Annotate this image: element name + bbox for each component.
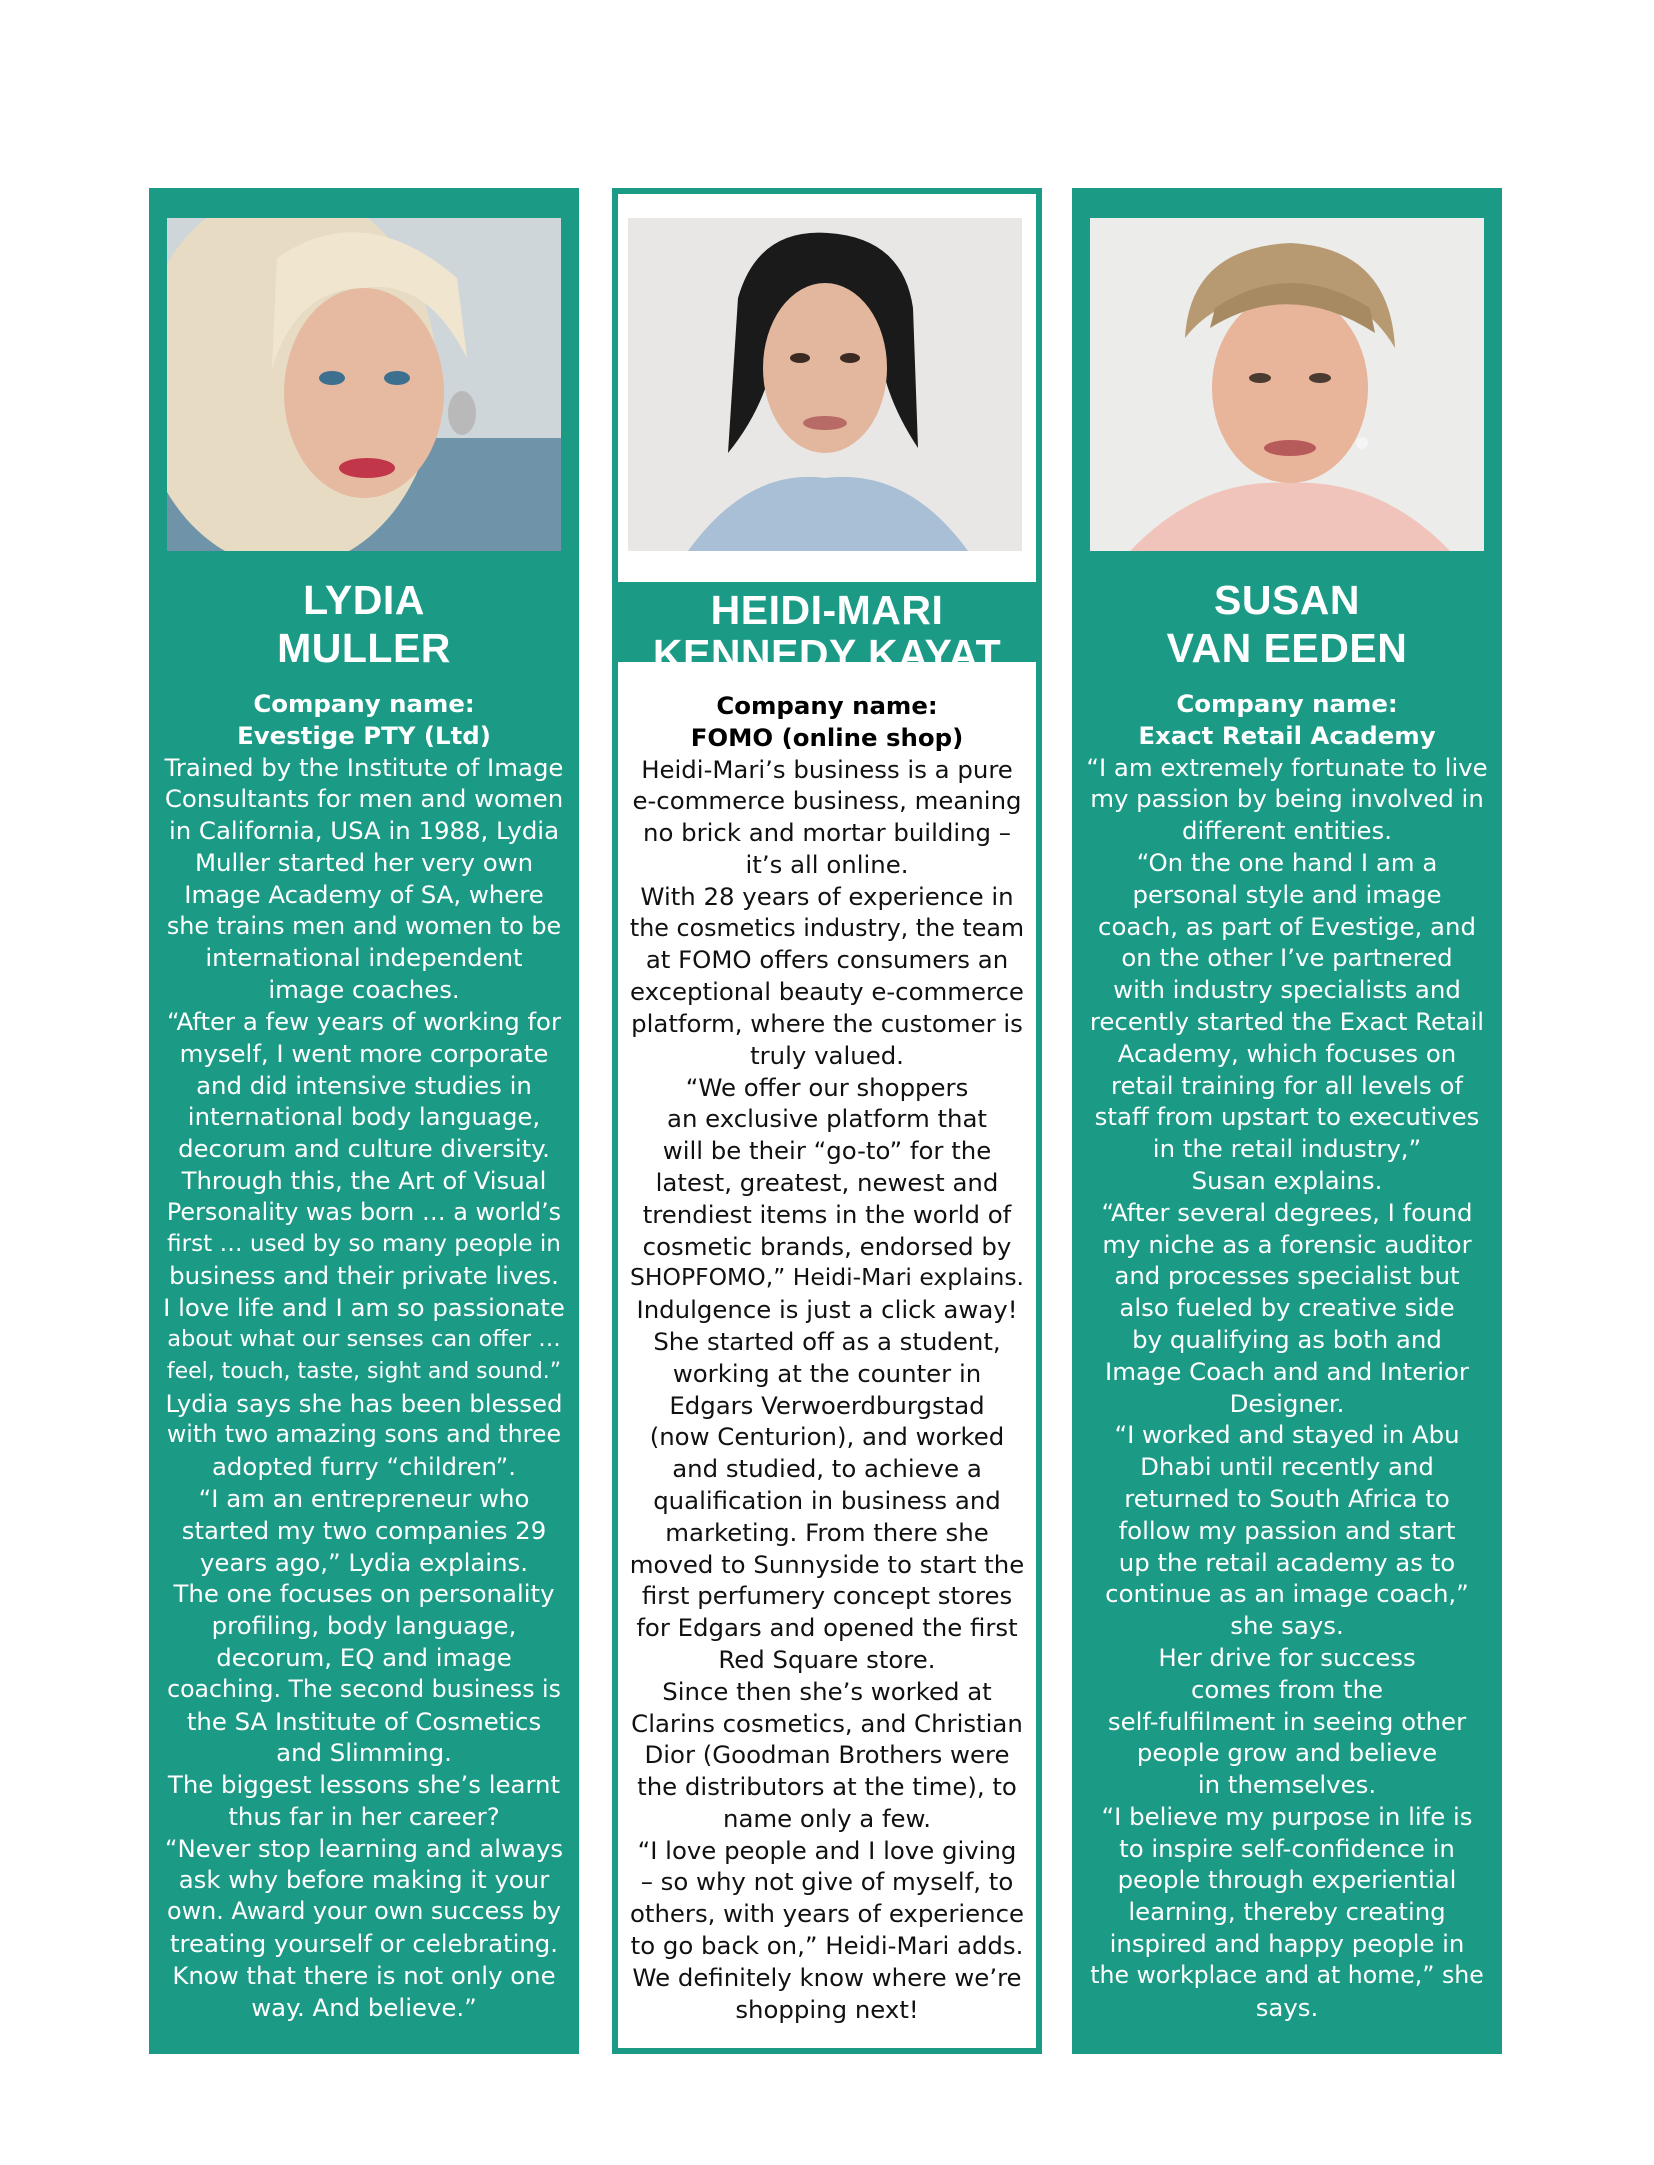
- text-line: recently started the Exact Retail: [1089, 1006, 1485, 1036]
- company-name: Exact Retail Academy: [1138, 720, 1436, 750]
- text-line: Designer.: [1229, 1388, 1345, 1418]
- text-line: international body language,: [187, 1102, 541, 1132]
- text-line: and studied, to achieve a: [672, 1454, 982, 1484]
- text-line: The biggest lessons she’s learnt: [167, 1770, 561, 1800]
- name-band: [1072, 576, 1502, 672]
- text-line: image coaches.: [268, 975, 460, 1005]
- text-line: others, with years of experience: [629, 1899, 1024, 1929]
- text-line: “I love people and I love giving: [637, 1835, 1017, 1865]
- text-line: ask why before making it your: [178, 1865, 550, 1895]
- text-line: with industry specialists and: [1113, 975, 1461, 1005]
- person-name: HEIDI-MARI KENNEDY KAYAT: [652, 587, 1002, 677]
- person-name: LYDIA MULLER: [277, 577, 451, 671]
- text-line: – so why not give of myself, to: [640, 1867, 1014, 1897]
- text-line: Muller started her very own: [194, 847, 534, 877]
- text-line: “After several degrees, I found: [1101, 1197, 1473, 1227]
- text-line: follow my passion and start: [1118, 1515, 1456, 1545]
- paragraph: [163, 752, 565, 1006]
- text-line: the cosmetics industry, the team: [629, 913, 1025, 942]
- portrait-photo-heidi-mari: [628, 218, 1022, 551]
- text-line: With 28 years of experience in: [640, 881, 1014, 911]
- text-line: up the retail academy as to: [1118, 1547, 1456, 1577]
- text-line: continue as an image coach,”: [1105, 1579, 1469, 1609]
- text-line: The one focuses on personality: [173, 1579, 555, 1609]
- text-line: trendiest items in the world of: [642, 1199, 1012, 1229]
- text-line: marketing. From there she: [665, 1517, 989, 1547]
- paragraph: [163, 1006, 565, 1388]
- text-line: profiling, body language,: [211, 1611, 517, 1641]
- text-line: Red Square store.: [718, 1644, 936, 1674]
- text-line: qualification in business and: [653, 1485, 1001, 1515]
- paragraph: [626, 881, 1028, 1072]
- text-line: She started off as a student,: [653, 1326, 1001, 1356]
- text-line: platform, where the customer is: [631, 1008, 1023, 1038]
- text-line: Her drive for success: [1158, 1642, 1416, 1672]
- text-line: Image Coach and and Interior: [1105, 1356, 1469, 1386]
- text-line: in themselves.: [1197, 1770, 1377, 1800]
- text-line: about what our senses can offer …: [167, 1325, 561, 1352]
- text-line: Image Academy of SA, where: [184, 879, 544, 909]
- text-line: Heidi-Mari’s business is a pure: [641, 754, 1013, 784]
- profile-card-lydia-muller: [149, 188, 579, 2054]
- profile-text: [1086, 752, 1488, 2024]
- text-line: latest, greatest, newest and: [655, 1167, 999, 1197]
- paragraph: [1086, 1801, 1488, 2024]
- text-line: moved to Sunnyside to start the: [629, 1549, 1025, 1579]
- text-line: self-fulfilment in seeing other: [1107, 1706, 1467, 1736]
- text-line: people grow and believe: [1136, 1738, 1438, 1768]
- text-line: Know that there is not only one: [172, 1960, 556, 1990]
- text-line: and did intensive studies in: [196, 1070, 532, 1100]
- text-line: feel, touch, taste, sight and sound.”: [166, 1358, 562, 1384]
- text-line: and processes specialist but: [1114, 1261, 1460, 1291]
- paragraph: [1086, 1419, 1488, 1642]
- text-line: by qualifying as both and: [1132, 1324, 1442, 1354]
- paragraph: [163, 1388, 565, 1483]
- portrait-image: [628, 218, 1022, 551]
- text-line: “I am extremely fortunate to live: [1086, 752, 1488, 782]
- profile-body: [626, 690, 1028, 2025]
- paragraph: [163, 1483, 565, 1769]
- paragraph: [626, 1676, 1028, 1835]
- text-line: the workplace and at home,” she: [1090, 1960, 1484, 1989]
- text-line: Lydia says she has been blessed: [165, 1388, 563, 1418]
- text-line: first perfumery concept stores: [641, 1581, 1013, 1611]
- text-line: with two amazing sons and three: [166, 1420, 562, 1449]
- text-line: my passion by being involved in: [1090, 784, 1484, 814]
- name-band: [612, 582, 1042, 677]
- profile-text: [163, 752, 565, 2024]
- text-line: Dior (Goodman Brothers were: [644, 1740, 1010, 1770]
- text-line: “On the one hand I am a: [1136, 847, 1438, 877]
- text-line: will be their “go-to” for the: [662, 1136, 992, 1166]
- paragraph: [626, 754, 1028, 881]
- company-label: Company name:: [253, 689, 475, 718]
- text-line: Academy, which focuses on: [1117, 1038, 1457, 1068]
- text-line: retail training for all levels of: [1110, 1070, 1464, 1100]
- paragraph: [626, 1326, 1028, 1676]
- text-line: Susan explains.: [1191, 1165, 1383, 1195]
- name-band: [149, 576, 579, 672]
- text-line: way. And believe.”: [251, 1992, 477, 2022]
- text-line: working at the counter in: [672, 1358, 982, 1388]
- paragraph: [1086, 1197, 1488, 1420]
- text-line: my niche as a forensic auditor: [1102, 1229, 1472, 1259]
- text-line: decorum, EQ and image: [216, 1642, 512, 1672]
- text-line: decorum and culture diversity.: [178, 1134, 550, 1164]
- text-line: cosmetic brands, endorsed by: [642, 1231, 1012, 1261]
- text-line: Indulgence is just a click away!: [636, 1295, 1018, 1325]
- text-line: learning, thereby creating: [1128, 1897, 1446, 1927]
- company-name: Evestige PTY (Ltd): [237, 720, 491, 750]
- text-line: Through this, the Art of Visual: [181, 1165, 547, 1195]
- text-line: “I worked and stayed in Abu: [1114, 1420, 1460, 1450]
- text-line: started my two companies 29: [181, 1515, 547, 1545]
- text-line: inspired and happy people in: [1109, 1929, 1465, 1959]
- text-line: to go back on,” Heidi-Mari adds.: [630, 1931, 1024, 1961]
- text-line: in the retail industry,”: [1152, 1134, 1422, 1164]
- text-line: returned to South Africa to: [1124, 1483, 1450, 1513]
- portrait-image: [1090, 218, 1484, 551]
- paragraph: [1086, 752, 1488, 847]
- text-line: the SA Institute of Cosmetics: [186, 1706, 542, 1736]
- text-line: also fueled by creative side: [1119, 1293, 1455, 1323]
- text-line: comes from the: [1190, 1674, 1384, 1704]
- text-line: name only a few.: [722, 1803, 932, 1833]
- text-line: on the other I’ve partnered: [1121, 943, 1453, 973]
- paragraph: [626, 1072, 1028, 1326]
- text-line: for Edgars and opened the first: [636, 1613, 1018, 1643]
- text-line: Edgars Verwoerdburgstad: [669, 1390, 985, 1420]
- text-line: staff from upstart to executives: [1094, 1102, 1480, 1132]
- profile-text: [626, 754, 1028, 2026]
- profile-body: [1086, 688, 1488, 2023]
- portrait-photo-susan: [1090, 218, 1484, 551]
- text-line: I love life and I am so passionate: [163, 1293, 565, 1323]
- text-line: own. Award your own success by: [167, 1897, 561, 1926]
- paragraph: [1086, 847, 1488, 1197]
- text-line: Dhabi until recently and: [1140, 1452, 1434, 1482]
- text-line: “We offer our shoppers: [685, 1072, 969, 1102]
- text-line: business and their private lives.: [169, 1261, 559, 1291]
- text-line: coach, as part of Evestige, and: [1098, 911, 1476, 941]
- person-name: SUSAN VAN EEDEN: [1166, 577, 1408, 671]
- text-line: she trains men and women to be: [166, 911, 562, 940]
- text-line: she says.: [1230, 1611, 1344, 1641]
- paragraph: [163, 1769, 565, 2023]
- text-line: in California, USA in 1988, Lydia: [168, 816, 560, 846]
- text-line: years ago,” Lydia explains.: [199, 1547, 529, 1577]
- text-line: “I am an entrepreneur who: [198, 1483, 530, 1513]
- text-line: truly valued.: [750, 1040, 904, 1070]
- text-line: thus far in her career?: [228, 1801, 500, 1831]
- text-line: Trained by the Institute of Image: [164, 752, 564, 782]
- text-line: e-commerce business, meaning: [632, 786, 1022, 816]
- text-line: adopted furry “children”.: [211, 1452, 517, 1482]
- text-line: first … used by so many people in: [167, 1230, 561, 1257]
- text-line: international independent: [205, 943, 523, 973]
- text-line: personal style and image: [1132, 879, 1442, 909]
- text-line: different entities.: [1182, 816, 1392, 846]
- text-line: an exclusive platform that: [667, 1104, 987, 1134]
- profile-card-susan-van-eeden: [1072, 188, 1502, 2054]
- profile-card-heidi-mari-kennedy-kayat: [612, 188, 1042, 2054]
- text-line: and Slimming.: [276, 1738, 452, 1768]
- text-line: to inspire self-confidence in: [1119, 1833, 1455, 1863]
- text-line: it’s all online.: [745, 849, 909, 879]
- paragraph: [1086, 1642, 1488, 1801]
- text-line: treating yourself or celebrating.: [169, 1929, 559, 1959]
- text-line: “Never stop learning and always: [164, 1833, 564, 1863]
- text-line: the distributors at the time), to: [637, 1772, 1017, 1802]
- company-label: Company name:: [1176, 689, 1398, 718]
- company-name: FOMO (online shop): [690, 722, 964, 752]
- text-line: myself, I went more corporate: [179, 1038, 549, 1068]
- company-label: Company name:: [716, 691, 938, 720]
- portrait-image: [167, 218, 561, 551]
- text-line: Since then she’s worked at: [662, 1676, 992, 1706]
- text-line: SHOPFOMO,” Heidi-Mari explains.: [630, 1263, 1024, 1292]
- paragraph: [626, 1835, 1028, 2026]
- text-line: We definitely know where we’re: [632, 1962, 1022, 1992]
- text-line: exceptional beauty e-commerce: [630, 977, 1024, 1007]
- text-line: (now Centurion), and worked: [649, 1422, 1005, 1452]
- text-line: Clarins cosmetics, and Christian: [631, 1708, 1023, 1738]
- text-line: Personality was born … a world’s: [166, 1197, 562, 1226]
- text-line: “After a few years of working for: [167, 1006, 561, 1036]
- text-line: coaching. The second business is: [167, 1674, 561, 1703]
- portrait-photo-lydia: [167, 218, 561, 551]
- text-line: says.: [1255, 1992, 1319, 2022]
- text-line: no brick and mortar building –: [643, 818, 1011, 848]
- text-line: Consultants for men and women: [164, 784, 564, 814]
- text-line: “I believe my purpose in life is: [1101, 1801, 1473, 1831]
- text-line: at FOMO offers consumers an: [645, 945, 1009, 975]
- text-line: shopping next!: [735, 1994, 919, 2024]
- text-line: people through experiential: [1117, 1865, 1457, 1895]
- profile-body: [163, 688, 565, 2023]
